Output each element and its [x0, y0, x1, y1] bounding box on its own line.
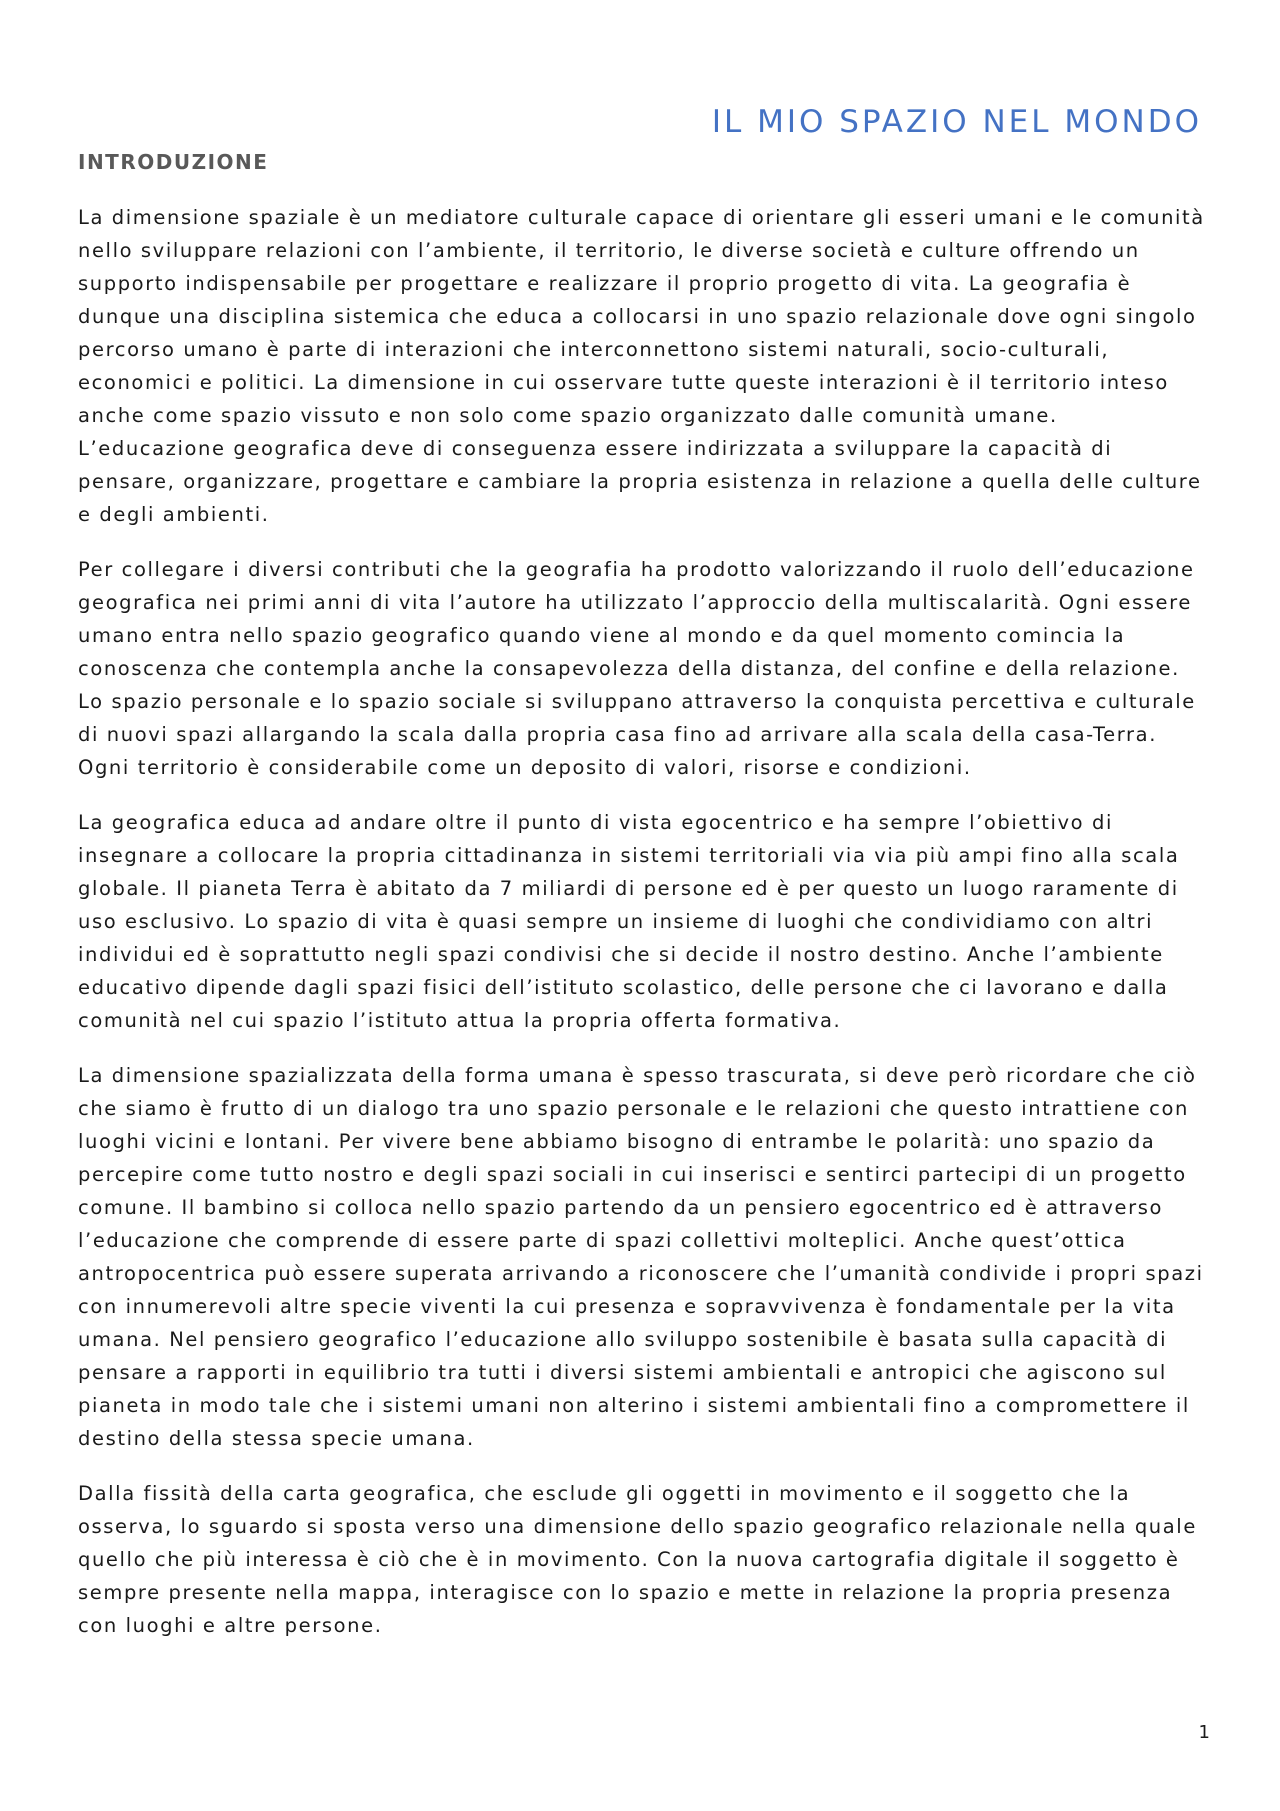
paragraph: Per collegare i diversi contributi che la geografia ha prodotto valorizzando il ruolo dell’educazione geografica nei primi anni di vita l’autore ha utilizzato l’approccio della multiscalarità. Ogni essere umano entra nello spazio geografico quando viene al mondo e da quel momento comincia la conoscenza che contempla anche la consapevolezza della distanza, del confine e della relazione. Lo spazio personale e lo spazio sociale si sviluppano attraverso la conquista percettiva e culturale di nuovi spazi allargando la scala dalla propria casa fino ad arrivare alla scala della casa-Terra. Ogni territorio è considerabile come un deposito di valori, risorse e condizioni. [78, 558, 1196, 779]
page-number: 1 [1198, 1722, 1210, 1743]
document-title: IL MIO SPAZIO NEL MONDO [711, 104, 1202, 140]
paragraph: La dimensione spazializzata della forma umana è spesso trascurata, si deve però ricordare che ciò che siamo è frutto di un dialogo tra uno spazio personale e le relazioni che questo intrattiene con luoghi vicini e lontani. Per vivere bene abbiamo bisogno di entrambe le polarità: uno spazio da percepire come tutto nostro e degli spazi sociali in cui inserisci e sentirci partecipi di un progetto comune. Il bambino si colloca nello spazio partendo da un pensiero egocentrico ed è attraverso l’educazione che comprende di essere parte di spazi collettivi molteplici. Anche quest’ottica antropocentrica può essere superata arrivando a riconoscere che l’umanità condivide i propri spazi con innumerevoli altre specie viventi la cui presenza e sopravvivenza è fondamentale per la vita umana. Nel pensiero geografico l’educazione allo sviluppo sostenibile è basata sulla capacità di pensare a rapporti in equilibrio tra tutti i diversi sistemi ambientali e antropici che agiscono sul pianeta in modo tale che i sistemi umani non alterino i sistemi ambientali fino a compromettere il destino della stessa specie umana. [78, 1064, 1204, 1450]
section-heading: INTRODUZIONE [78, 150, 269, 174]
paragraph: La dimensione spaziale è un mediatore culturale capace di orientare gli esseri umani e le comunità nello sviluppare relazioni con l’ambiente, il territorio, le diverse società e culture offrendo un supporto indispensabile per progettare e realizzare il proprio progetto di vita. La geografia è dunque una disciplina sistemica che educa a collocarsi in uno spazio relazionale dove ogni singolo percorso umano è parte di interazioni che interconnettono sistemi naturali, socio-culturali, economici e politici. La dimensione in cui osservare tutte queste interazioni è il territorio inteso anche come spazio vissuto e non solo come spazio organizzato dalle comunità umane. L’educazione geografica deve di conseguenza essere indirizzata a sviluppare la capacità di pensare, organizzare, progettare e cambiare la propria esistenza in relazione a quella delle culture e degli ambienti. [78, 206, 1205, 526]
paragraph: La geografica educa ad andare oltre il punto di vista egocentrico e ha sempre l’obiettivo di insegnare a collocare la propria cittadinanza in sistemi territoriali via via più ampi fino alla scala globale. Il pianeta Terra è abitato da 7 miliardi di persone ed è per questo un luogo raramente di uso esclusivo. Lo spazio di vita è quasi sempre un insieme di luoghi che condividiamo con altri individui ed è soprattutto negli spazi condivisi che si decide il nostro destino. Anche l’ambiente educativo dipende dagli spazi fisici dell’istituto scolastico, delle persone che ci lavorano e dalla comunità nel cui spazio l’istituto attua la propria offerta formativa. [78, 811, 1180, 1032]
body-text [78, 201, 1208, 1664]
paragraph: Dalla fissità della carta geografica, che esclude gli oggetti in movimento e il soggetto che la osserva, lo sguardo si sposta verso una dimensione dello spazio geografico relazionale nella quale quello che più interessa è ciò che è in movimento. Con la nuova cartografia digitale il soggetto è sempre presente nella mappa, interagisce con lo spazio e mette in relazione la propria presenza con luoghi e altre persone. [78, 1482, 1197, 1637]
